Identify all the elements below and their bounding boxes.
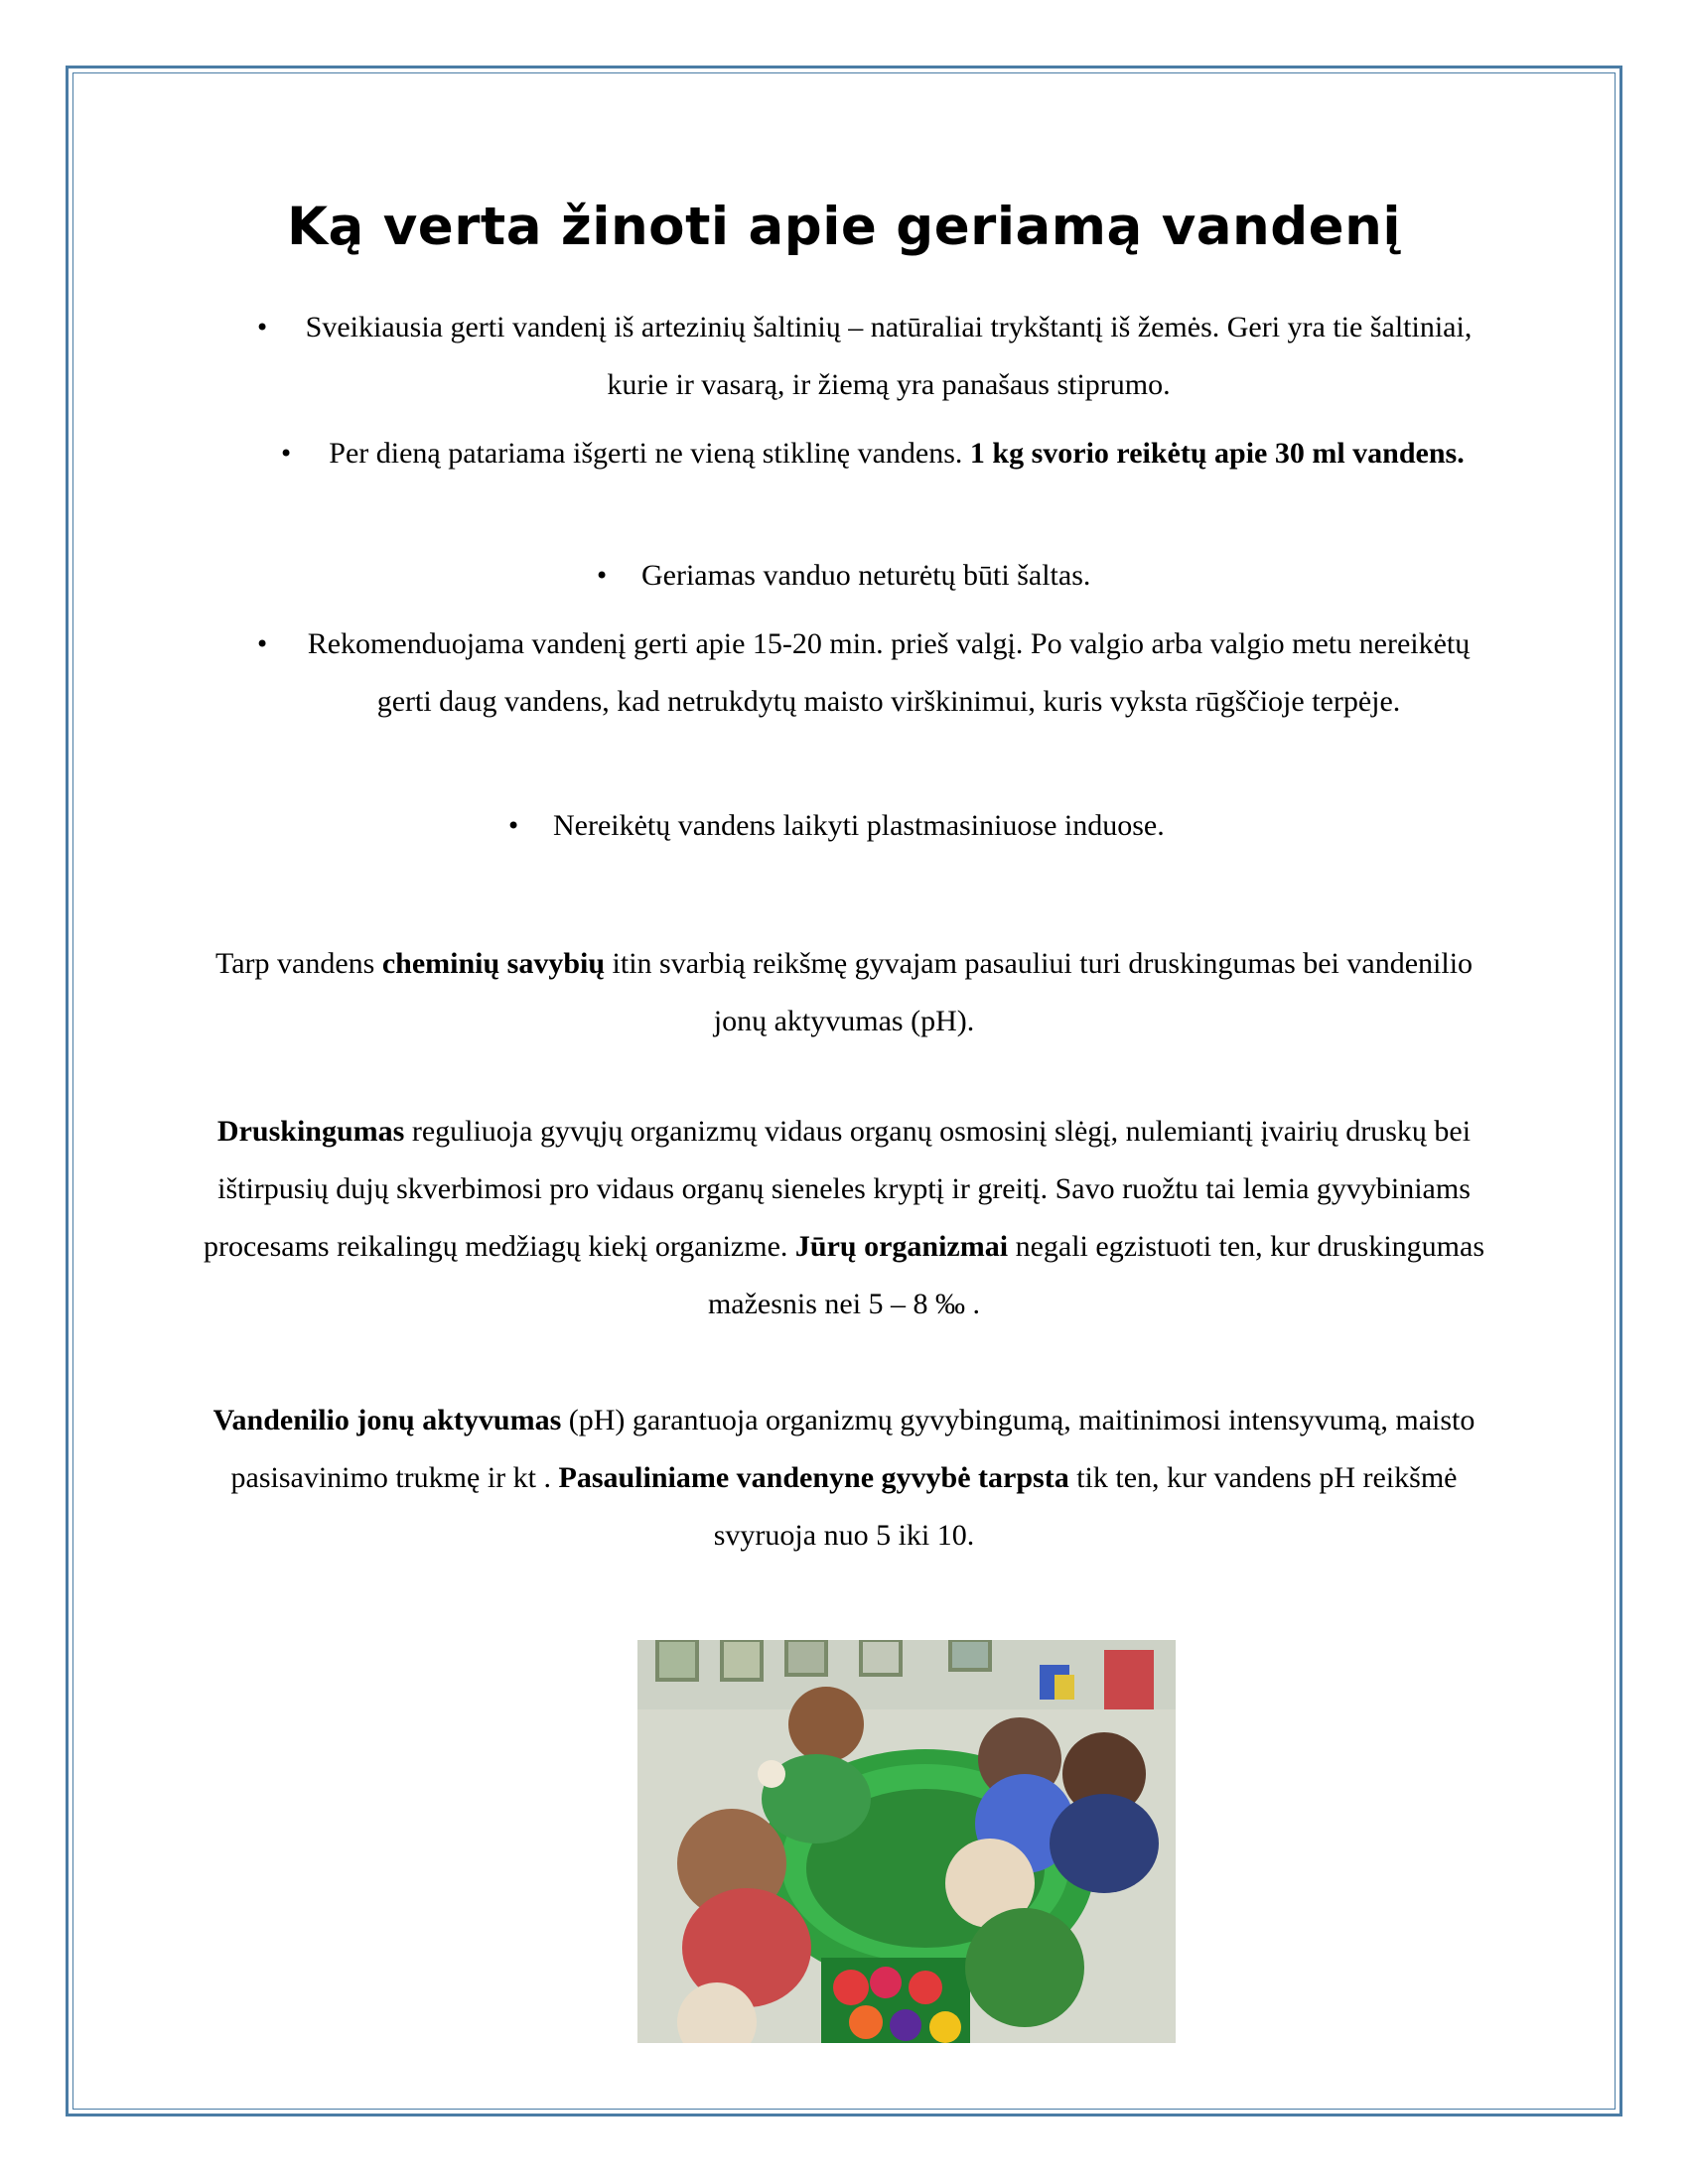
list-item-text: Nereikėtų vandens laikyti plastmasiniuose induose. (553, 809, 1165, 842)
list-item (595, 547, 1158, 605)
ph-paragraph: Vandenilio jonų aktyvumas (pH) garantuoja organizmų gyvybingumą, maitinimosi intensyvumą, maisto pasisavinimo trukmę ir kt . Pasauliniame vandenyne gyvybė tarpsta tik ten, kur vandens pH reikšmė svyruoja nuo 5 iki 10. (212, 1404, 1476, 1552)
list-item (255, 299, 1479, 414)
list-item-text: Per dieną patariama išgerti ne vieną stiklinę vandens. (329, 437, 970, 470)
list-item (506, 797, 1248, 855)
bullet-icon: • (279, 440, 294, 468)
page-title: Ką verta žinoti apie geriamą vandenį (286, 197, 1402, 257)
list-item-bold-text: 1 kg svorio reikėtų apie 30 ml vandens. (969, 437, 1465, 470)
list-item-text: Rekomenduojama vandenį gerti apie 15-20 min. prieš valgį. Po valgio arba valgio metu nereikėtų gerti daug vandens, kad netrukdytų maisto virškinimui, kuris vyksta rūgščioje terpėje. (307, 627, 1471, 718)
list-item (255, 615, 1479, 731)
list-item-text: Geriamas vanduo neturėtų būti šaltas. (641, 559, 1091, 592)
salinity-paragraph: Druskingumas reguliuoja gyvųjų organizmų vidaus organų osmosinį slėgį, nulemiantį įvairių druskų bei ištirpusių dujų skverbimosi pro vidaus organų sieneles kryptį ir greitį. Savo ruožtu tai lemia gyvybiniams procesams reikalingų medžiagų kiekį organizme. Jūrų organizmai negali egzistuoti ten, kur druskingumas mažesnis nei 5 – 8 ‰ . (203, 1115, 1484, 1320)
bullet-icon: • (506, 812, 521, 840)
bullet-icon: • (255, 314, 270, 341)
children-water-play-photo (637, 1640, 1176, 2043)
list-item-text: Sveikiausia gerti vandenį iš artezinių šaltinių – natūraliai trykštantį iš žemės. Geri yra tie šaltiniai, kurie ir vasarą, ir žiemą yra panašaus stiprumo. (305, 311, 1473, 401)
bullet-icon: • (255, 630, 270, 658)
list-item (279, 425, 1477, 482)
chemical-properties-paragraph: Tarp vandens cheminių savybių itin svarbią reikšmę gyvajam pasauliui turi druskingumas bei vandenilio jonų aktyvumas (pH). (214, 947, 1474, 1037)
bullet-icon: • (595, 562, 610, 590)
